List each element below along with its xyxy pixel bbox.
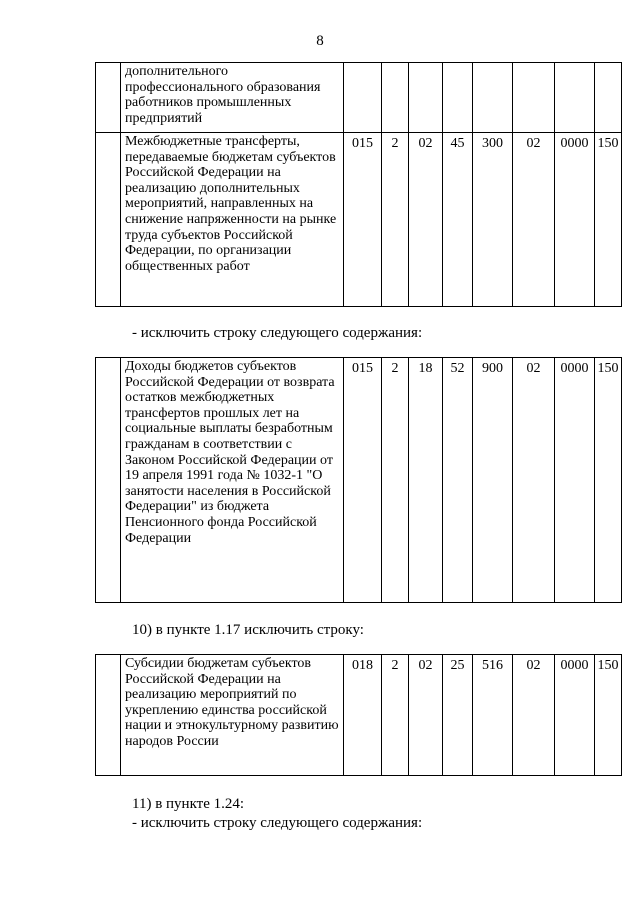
row-description: Доходы бюджетов субъектов Российской Федерации от возврата остатков межбюджетных трансфертов прошлых лет на социальные выплаты безработным гражданам в соответствии с Законом Российской Федерации от 19 апреля 1991 года № 1032-1 "О занятости населения в Российской Федерации" из бюджета Пенсионного фонда Российской Федерации — [121, 358, 344, 603]
instruction-text: 10) в пункте 1.17 исключить строку: — [132, 622, 364, 638]
code-cell: 02 — [513, 133, 555, 307]
row-description: Межбюджетные трансферты, передаваемые бюджетам субъектов Российской Федерации на реализацию дополнительных мероприятий, направленных на снижение напряженности на рынке труда субъектов Российской Федерации, по организации общественных работ — [121, 133, 344, 307]
budget-table-2 — [95, 357, 622, 603]
code-cell: 516 — [473, 655, 513, 776]
code-cell — [555, 63, 595, 133]
row-description: дополнительного профессионального образования работников промышленных предприятий — [121, 63, 344, 133]
code-cell: 150 — [595, 133, 622, 307]
code-cell: 015 — [344, 358, 382, 603]
table-row — [96, 63, 622, 133]
code-cell: 02 — [513, 655, 555, 776]
table-row — [96, 655, 622, 776]
empty-cell — [96, 133, 121, 307]
code-cell: 018 — [344, 655, 382, 776]
empty-cell — [96, 63, 121, 133]
code-cell: 52 — [443, 358, 473, 603]
code-cell: 02 — [409, 133, 443, 307]
empty-cell — [96, 655, 121, 776]
code-cell: 150 — [595, 655, 622, 776]
code-cell — [409, 63, 443, 133]
code-cell: 45 — [443, 133, 473, 307]
code-cell — [513, 63, 555, 133]
code-cell: 2 — [382, 358, 409, 603]
budget-table-3 — [95, 654, 622, 776]
row-description: Субсидии бюджетам субъектов Российской Федерации на реализацию мероприятий по укреплению единства российской нации и этнокультурному развитию народов России — [121, 655, 344, 776]
code-cell: 18 — [409, 358, 443, 603]
table-row — [96, 133, 622, 307]
code-cell: 0000 — [555, 655, 595, 776]
code-cell — [344, 63, 382, 133]
instruction-text: - исключить строку следующего содержания: — [132, 815, 423, 831]
code-cell: 900 — [473, 358, 513, 603]
code-cell: 015 — [344, 133, 382, 307]
code-cell: 0000 — [555, 133, 595, 307]
empty-cell — [96, 358, 121, 603]
code-cell: 0000 — [555, 358, 595, 603]
budget-table-1 — [95, 62, 622, 307]
instruction-text: 11) в пункте 1.24: — [132, 796, 245, 812]
code-cell — [473, 63, 513, 133]
code-cell: 2 — [382, 133, 409, 307]
table-row — [96, 358, 622, 603]
code-cell — [443, 63, 473, 133]
code-cell: 300 — [473, 133, 513, 307]
code-cell: 2 — [382, 655, 409, 776]
code-cell — [595, 63, 622, 133]
code-cell — [382, 63, 409, 133]
code-cell: 25 — [443, 655, 473, 776]
code-cell: 150 — [595, 358, 622, 603]
code-cell: 02 — [409, 655, 443, 776]
page-number: 8 — [316, 33, 324, 49]
instruction-text: - исключить строку следующего содержания: — [132, 325, 423, 341]
code-cell: 02 — [513, 358, 555, 603]
